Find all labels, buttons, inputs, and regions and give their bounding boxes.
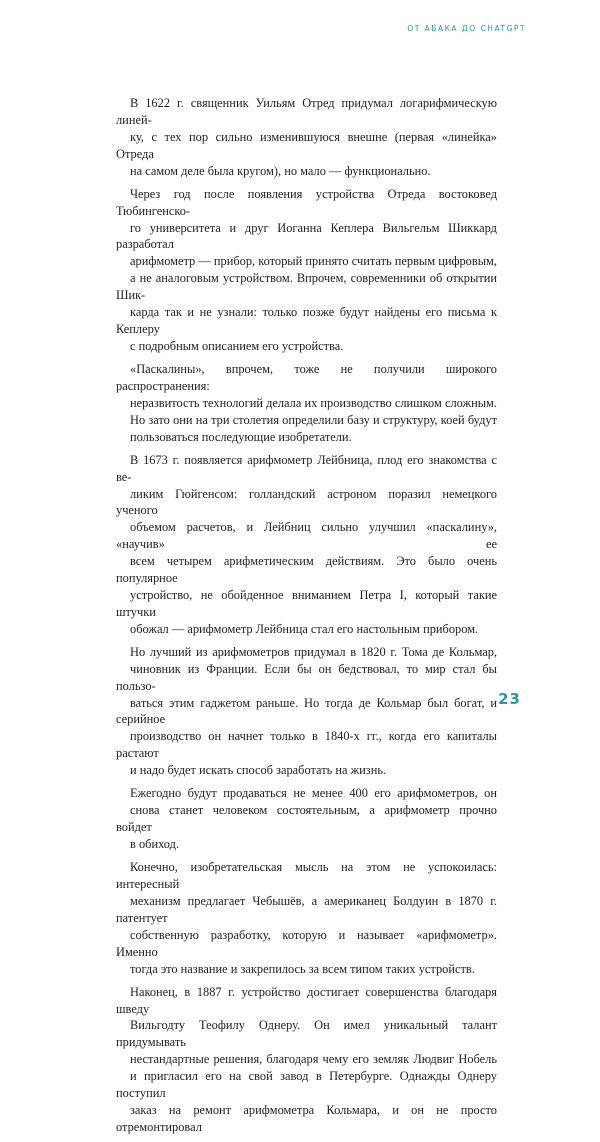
text-line: ваться этим гаджетом раньше. Но тогда де Кольмар был богат, и серийное — [116, 695, 497, 727]
text-line: неразвитость технологий делала их производство слишком сложным. — [130, 395, 497, 410]
text-line: собственную разработку, которую и называет «арифмометр». Именно — [116, 927, 497, 959]
text-line: заказ на ремонт арифмометра Кольмара, и он не просто отремонтировал — [116, 1102, 497, 1134]
text-line: Вильгодту Теофилу Однеру. Он имел уникальный талант придумывать — [116, 1018, 497, 1050]
text-line: Конечно, изобретательская мысль на этом не успокоилась: интересный — [116, 860, 497, 891]
text-line: с подробным описанием его устройства. — [130, 338, 344, 353]
text-line: В 1622 г. священник Уильям Отред придумал логарифмическую линей- — [116, 96, 497, 127]
text-line: Через год после появления устройства Отреда востоковед Тюбингенско- — [116, 186, 497, 218]
text-line: нестандартные решения, благодаря чему его земляк Людвиг Нобель — [130, 1052, 497, 1067]
running-header: ОТ АБАКА ДО CHATGPT — [407, 24, 526, 33]
text-line: Но зато они на три столетия определили базу и структуру, коей будут — [130, 412, 497, 427]
text-line: Но лучший из арифмометров придумал в 1820 г. Тома де Кольмар, — [130, 644, 497, 659]
text-line: объемом расчетов, и Лейбниц сильно улучшил «паскалину», «научив» ее — [116, 520, 497, 552]
text-line: производство он начнет только в 1840-х гг., когда его капиталы растают — [116, 729, 497, 761]
paragraph-7 — [116, 859, 497, 977]
text-line: механизм предлагает Чебышёв, а американец Болдуин в 1870 г. патентует — [116, 893, 497, 925]
paragraph-4 — [116, 452, 497, 638]
paragraph-6 — [116, 785, 497, 853]
text-line: тогда это название и закрепилось за всем типом таких устройств. — [130, 961, 475, 976]
text-line: ку, с тех пор сильно изменившуюся внешне (первая «линейка» Отреда — [116, 129, 497, 161]
body-text — [116, 95, 497, 1142]
paragraph-8 — [116, 984, 497, 1136]
text-line: Ежегодно будут продаваться не менее 400 его арифмометров, он — [130, 786, 497, 801]
text-line: В 1673 г. появляется арифмометр Лейбница, плод его знакомства с ве- — [116, 452, 497, 484]
text-line: всем четырем арифметическим действиям. Это было очень популярное — [116, 554, 497, 586]
text-line: на самом деле была кругом), но мало — функционально. — [130, 163, 431, 178]
text-line: арифмометр — прибор, который принято считать первым цифровым, — [130, 254, 497, 269]
paragraph-2 — [116, 186, 497, 355]
text-line: «Паскалины», впрочем, тоже не получили широкого распространения: — [116, 361, 497, 393]
text-line: а не аналоговым устройством. Впрочем, современники об открытии Шик- — [116, 271, 497, 303]
text-line: и пригласил его на свой завод в Петербурге. Однажды Однеру поступил — [116, 1069, 497, 1101]
text-line: ликим Гюйгенсом: голландский астроном поразил немецкого ученого — [116, 486, 497, 518]
text-line: устройство, не обойденное вниманием Петра I, который такие штучки — [116, 587, 497, 619]
text-line: обожал — арифмометр Лейбница стал его настольным прибором. — [130, 621, 479, 636]
text-line: го университета и друг Иоганна Кеплера Вильгельм Шиккард разработал — [116, 220, 497, 252]
text-line: снова станет человеком состоятельным, а арифмометр прочно войдет — [116, 803, 497, 835]
text-line: Наконец, в 1887 г. устройство достигает совершенства благодаря шведу — [116, 984, 497, 1016]
text-line: пользоваться последующие изобретатели. — [130, 429, 352, 444]
text-line: карда так и не узнали: только позже будут найдены его письма к Кеплеру — [116, 305, 497, 336]
paragraph-3 — [116, 361, 497, 446]
text-line: чиновник из Франции. Если бы он бедствовал, то мир стал бы пользо- — [116, 661, 497, 693]
page-number: 23 — [498, 690, 521, 708]
paragraph-1 — [116, 95, 497, 180]
paragraph-5 — [116, 644, 497, 779]
text-line: в обиход. — [130, 837, 180, 851]
text-line: и надо будет искать способ заработать на жизнь. — [130, 763, 387, 778]
